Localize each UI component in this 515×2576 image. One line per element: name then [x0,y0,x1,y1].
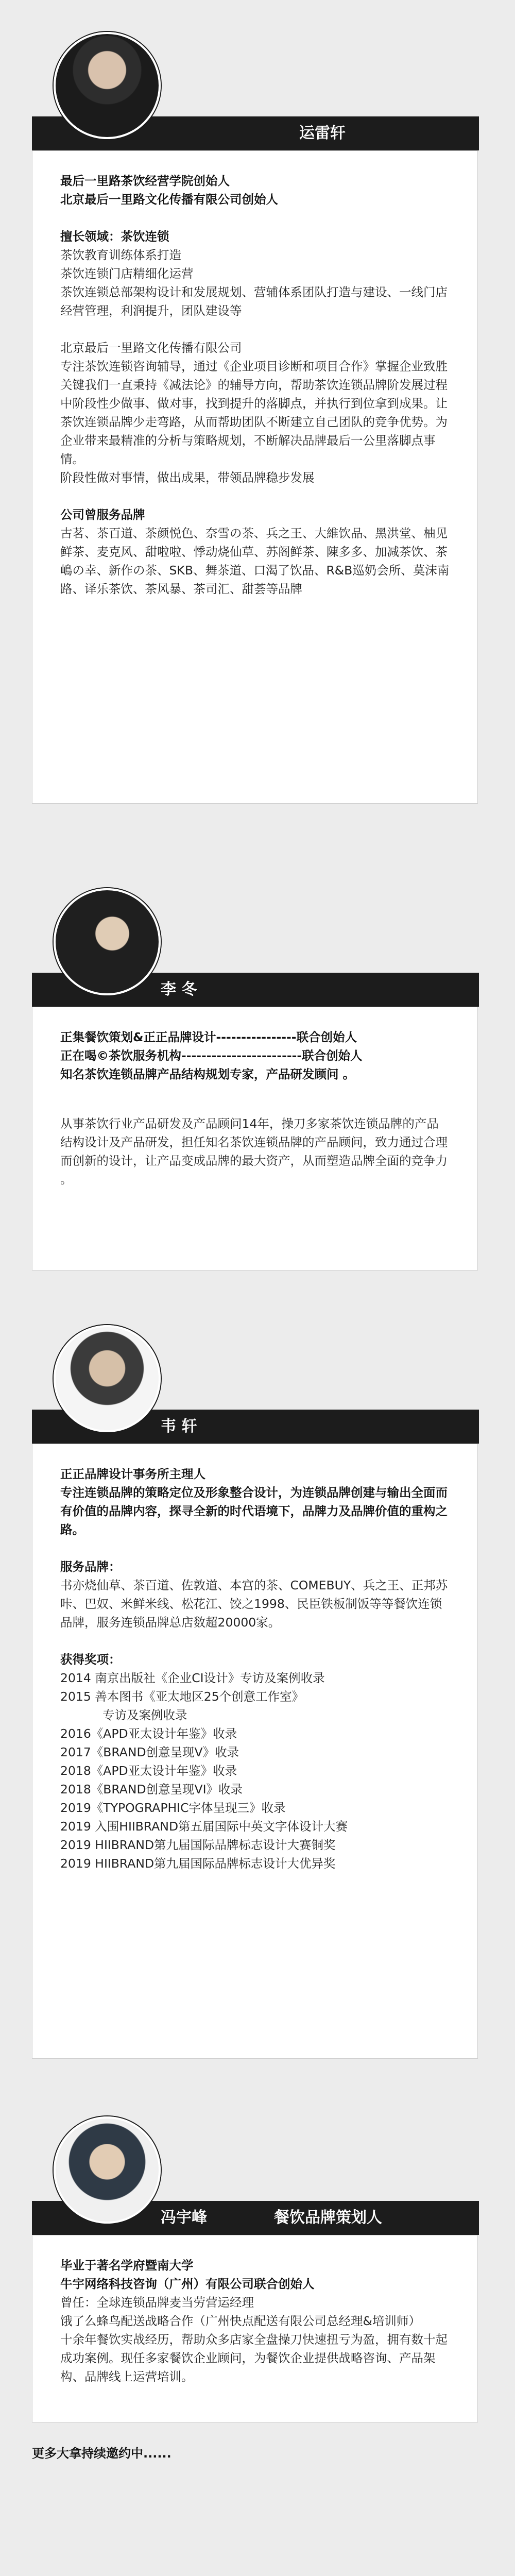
profile-title-line: 知名茶饮连锁品牌产品结构规划专家，产品研发顾问 。 [60,1067,355,1081]
company-name: 北京最后一里路文化传播有限公司 [60,341,242,355]
history-item: 饿了么蜂鸟配送战略合作（广州快点配送有限公司总经理&培训师） [60,2314,421,2328]
brands-list: 古茗、茶百道、茶颜悦色、奈雪の茶、兵之王、大維饮品、黑洪堂、柚见鲜茶、麦克风、甜啦啦、悸动烧仙草、苏阁鲜茶、陳多多、加减茶饮、茶嶋の幸、新作の茶、SKB、舞茶道、口渴了饮品、R&B巡奶会所、莫沫南路、译乐茶饮、茶风暴、茶司汇、甜荟等品牌 [60,526,450,596]
award-item: 2019 HIIBRAND第九届国际品牌标志设计大赛铜奖 [60,1838,336,1852]
profile-name: 韦 轩 [161,1417,197,1435]
award-item: 2018《BRAND创意呈现VI》收录 [60,1782,243,1797]
history-heading: 曾任：全球连锁品牌麦当劳营运经理 [60,2295,254,2310]
award-item: 2015 善本图书《亚太地区25个创意工作室》 [60,1689,304,1704]
awards-heading: 获得奖项： [60,1652,121,1667]
profile-body-4 [32,2235,478,2422]
company-tagline: 阶段性做对事情，做出成果，带领品牌稳步发展 [60,470,315,485]
award-item: 2019 入围HIIBRAND第五届国际中英文字体设计大赛 [60,1819,348,1834]
award-item: 2016《APD亚太设计年鉴》收录 [60,1726,237,1741]
expertise-item: 茶饮连锁门店精细化运营 [60,266,194,281]
award-item: 2019 HIIBRAND第九届国际品牌标志设计大优异奖 [60,1856,336,1871]
profile-role: 餐饮品牌策划人 [274,2209,382,2227]
award-item: 2019《TYPOGRAPHIC字体呈现三》收录 [60,1801,286,1815]
avatar-4 [54,2116,161,2224]
expertise-item: 茶饮教育训练体系打造 [60,248,181,262]
expertise-heading: 擅长领域：茶饮连锁 [60,229,169,244]
experience-text: 十余年餐饮实战经历，帮助众多店家全盘操刀快速扭亏为盈，拥有数十起成功案例。现任多家餐饮企业顾问，为餐饮企业提供战略咨询、产品架构、品牌线上运营培训。 [60,2332,448,2384]
profile-intro: 专注连锁品牌的策略定位及形象整合设计，为连锁品牌创建与输出全面而有价值的品牌内容，探寻全新的时代语境下，品牌力及品牌价值的重构之路。 [60,1485,448,1537]
avatar-2 [54,888,161,995]
profile-body-1 [32,150,478,804]
profile-title-line: 正正品牌设计事务所主理人 [60,1467,205,1481]
profile-name: 李 冬 [161,980,197,998]
profile-title-line: 正在喝©茶饮服务机构------------------------联合创始人 [60,1048,363,1063]
more-coming-text: 更多大拿持续邀约中...... [32,2446,171,2461]
profile-name: 冯宇峰 [161,2209,207,2227]
service-heading: 服务品牌： [60,1560,121,1574]
profile-title-line: 最后一里路茶饮经营学院创始人 [60,174,230,188]
avatar-3 [54,1325,161,1432]
brands-heading: 公司曾服务品牌 [60,507,145,522]
profile-body-2 [32,1007,478,1270]
profile-title-line: 北京最后一里路文化传播有限公司创始人 [60,192,278,207]
profile-title-line: 毕业于著名学府暨南大学 [60,2258,194,2273]
award-item: 2017《BRAND创意呈现V》收录 [60,1745,239,1759]
profile-name: 运雷轩 [299,124,346,142]
expertise-item: 茶饮连锁总部架构设计和发展规划、营辅体系团队打造与建设、一线门店经营管理，利润提升，团队建设等 [60,285,448,318]
service-brands: 书亦烧仙草、茶百道、佐敦道、本宫的茶、COMEBUY、兵之王、正邦苏咔、巴奴、米鲜米线、松花江、饺之1998、民臣铁板制饭等等餐饮连锁品牌，服务连锁品牌总店数超20000家。 [60,1578,448,1630]
award-item: 2014 南京出版社《企业CI设计》专访及案例收录 [60,1671,325,1685]
profile-bio: 从事茶饮行业产品研发及产品顾问14年，操刀多家茶饮连锁品牌的产品结构设计及产品研发，担任知名茶饮连锁品牌的产品顾问，致力通过合理而创新的设计，让产品变成品牌的最大资产，从而塑造品牌全面的竞争力 。 [60,1116,448,1187]
avatar-1 [54,32,161,139]
profile-title-line: 牛宇网络科技咨询（广州）有限公司联合创始人 [60,2277,315,2291]
company-description: 专注茶饮连锁咨询辅导，通过《企业项目诊断和项目合作》掌握企业致胜关键我们一直秉持《减法论》的辅导方向，帮助茶饮连锁品牌阶发展过程中阶段性少做事、做对事，找到提升的落脚点，并执行到位拿到成果。让茶饮连锁品牌少走弯路，从而帮助团队不断建立自己团队的竞争优势。为企业带来最精准的分析与策略规划，不断解决品牌最后一公里落脚点事情。 [60,359,448,466]
profile-body-3 [32,1444,478,2059]
award-item: 2018《APD亚太设计年鉴》收录 [60,1764,237,1778]
profile-title-line: 正集餐饮策划&正正品牌设计----------------联合创始人 [60,1030,357,1044]
award-item: 专访及案例收录 [102,1708,187,1722]
